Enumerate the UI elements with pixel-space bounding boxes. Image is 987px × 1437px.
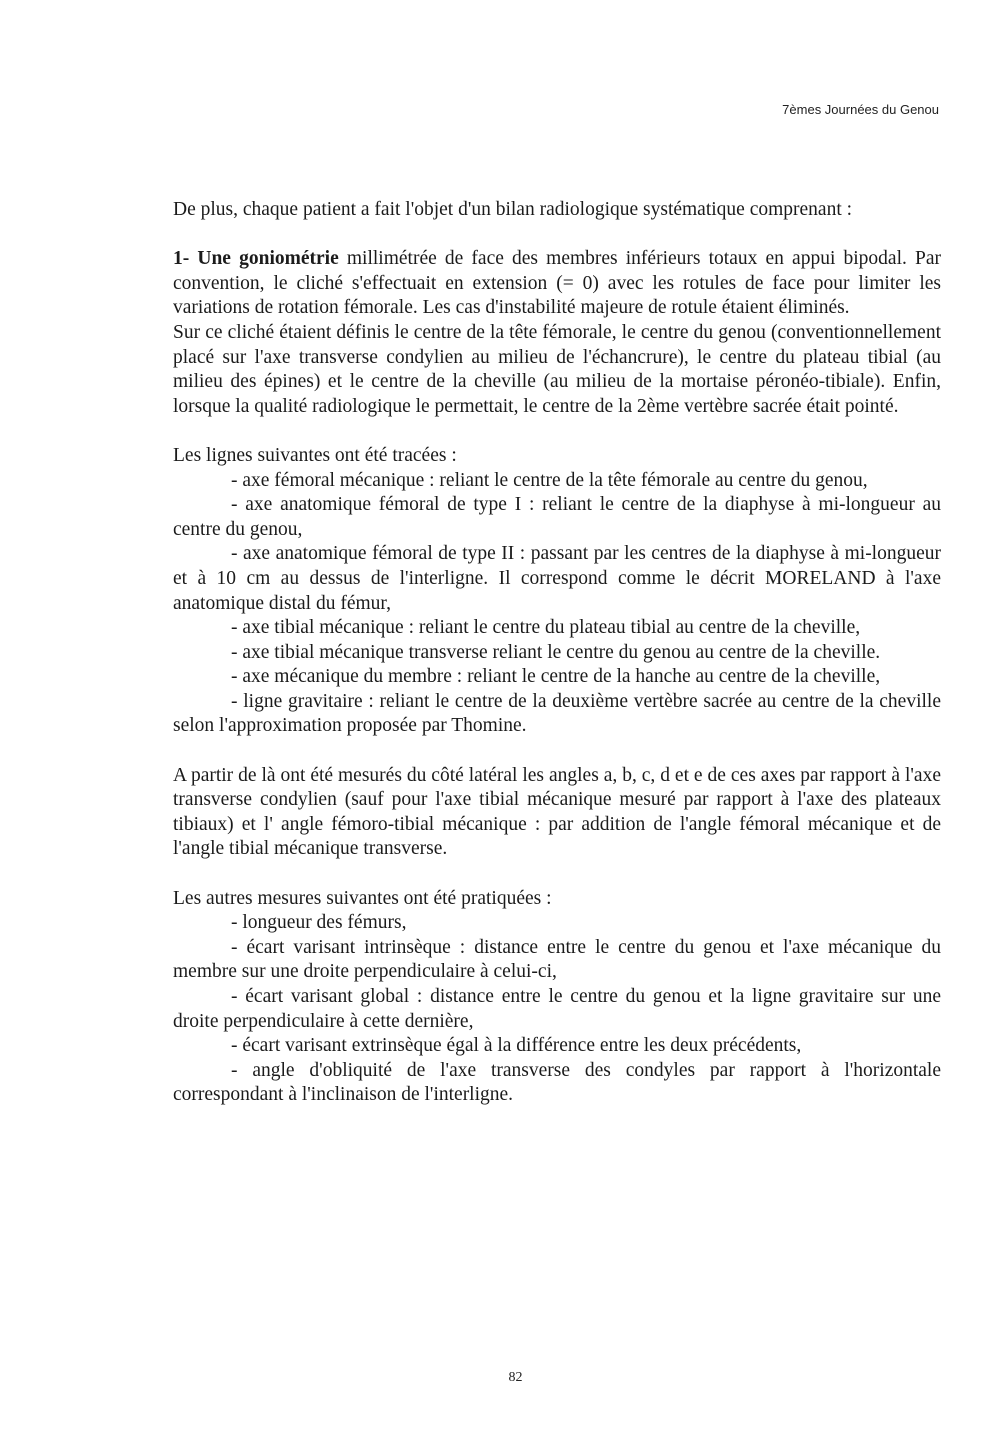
list-item: - écart varisant global : distance entre le centre du genou et la ligne gravitaire sur une droite perpendiculaire à cette dernière,: [173, 986, 941, 1032]
running-header: 7èmes Journées du Genou: [782, 102, 939, 117]
list-item: - axe tibial mécanique transverse reliant le centre du genou au centre de la cheville.: [231, 641, 881, 663]
list-item: - axe tibial mécanique : reliant le centre du plateau tibial au centre de la cheville,: [231, 617, 861, 639]
intro-paragraph: De plus, chaque patient a fait l'objet d'un bilan radiologique systématique comprenant :: [173, 199, 853, 220]
paragraph-gap: [173, 223, 941, 248]
list-item: - angle d'obliquité de l'axe transverse des condyles par rapport à l'horizontale correspondant à l'inclinaison de l'interligne.: [173, 1059, 941, 1106]
paragraph-gap: [173, 739, 941, 764]
lines-intro: Les lignes suivantes ont été tracées :: [173, 444, 457, 466]
list-item: - axe anatomique fémoral de type I : reliant le centre de la diaphyse à mi-longueur au centre du genou,: [173, 494, 941, 540]
section-1-text: millimétrée de face des membres inférieurs totaux en appui bipodal. Par convention, le cliché s'effectuait en extension (= 0) avec les rotules de face pour limiter les variations de rotation fémorale. Les cas d'instabilité majeure de rotule étaient éliminés.: [173, 248, 941, 319]
list-item: - axe fémoral mécanique : reliant le centre de la tête fémorale au centre du genou,: [231, 469, 868, 491]
section-1-paragraph: [173, 247, 941, 321]
list-item: - écart varisant intrinsèque : distance entre le centre du genou et l'axe mécanique du membre sur une droite perpendiculaire à celui-ci,: [173, 936, 941, 983]
list-item: - axe anatomique fémoral de type II : passant par les centres de la diaphyse à mi-longueur et à 10 cm au dessus de l'interligne. Il correspond comme le décrit MORELAND à l'axe anatomique distal du fémur,: [173, 543, 941, 614]
angles-paragraph: A partir de là ont été mesurés du côté latéral les angles a, b, c, d et e de ces axes par rapport à l'axe transverse condylien (sauf pour l'axe tibial mécanique mesuré par rapport à l'axe des plateaux tibiaux) et l' angle fémoro-tibial mécanique : par addition de l'angle fémoral mécanique et de l'angle tibial mécanique transverse.: [173, 764, 941, 860]
list-item: - longueur des fémurs,: [231, 912, 407, 934]
paragraph-gap: [173, 862, 941, 887]
list-item: - écart varisant extrinsèque égal à la différence entre les deux précédents,: [231, 1035, 802, 1057]
section-1-paragraph-2: Sur ce cliché étaient définis le centre de la tête fémorale, le centre du genou (conventionnellement placé sur l'axe transverse condylien au milieu de l'échancrure), le centre du plateau tibial (au milieu des épines) et le centre de la cheville (au milieu de la mortaise péronéo-tibiale). Enfin, lorsque la qualité radiologique le permettait, le centre de la 2ème vertèbre sacrée était pointé.: [173, 321, 941, 417]
paragraph-gap: [173, 419, 941, 444]
measures-intro: Les autres mesures suivantes ont été pratiquées :: [173, 887, 552, 909]
list-item: - axe mécanique du membre : reliant le centre de la hanche au centre de la cheville,: [231, 666, 881, 688]
page-number: 82: [508, 1370, 523, 1385]
list-item: - ligne gravitaire : reliant le centre de la deuxième vertèbre sacrée au centre de la cheville selon l'approximation proposée par Thomine.: [173, 690, 941, 737]
document-body: [173, 198, 941, 1108]
section-1-heading: 1- Une goniométrie: [173, 248, 339, 270]
